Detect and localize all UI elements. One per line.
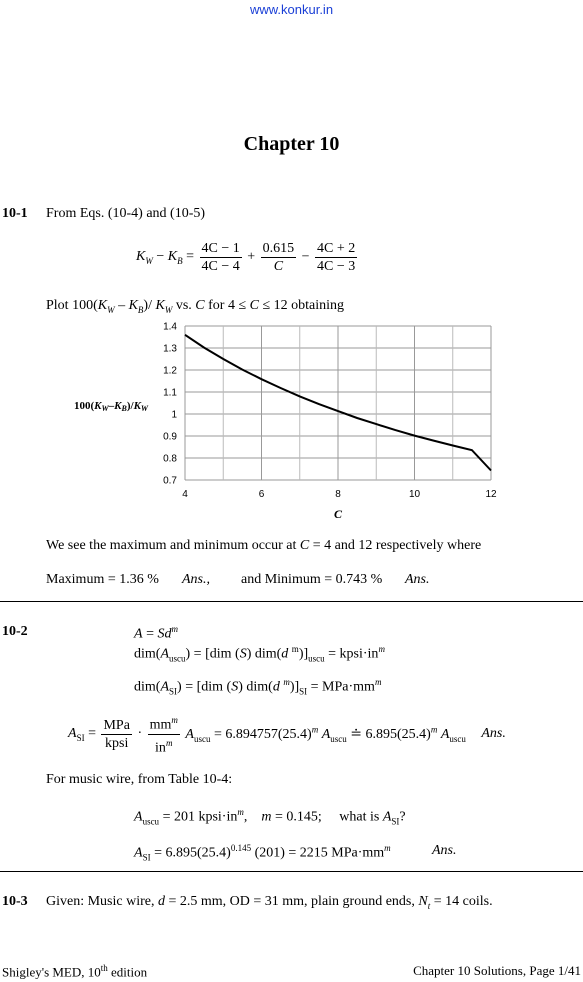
problem-10-3-text: Given: Music wire, d = 2.5 mm, OD = 31 mm, plain ground ends, $N_t = 14$ coils. (46, 894, 493, 911)
fraction-2-denominator: C (273, 259, 284, 274)
conversion-fraction-1 (101, 717, 131, 752)
maximum-value: Maximum = 1.36 % (46, 572, 159, 587)
chart-y-tick-label: 0.9 (163, 431, 177, 443)
equation-a-sdm: $A = Sd^m$ (134, 624, 178, 642)
problem-number-10-3: 10-3 (2, 894, 28, 909)
plot-description: Plot $100(K_W - K_B)/$ $K_W$ vs. C for 4 ≤ C ≤ 12 obtaining (46, 298, 345, 315)
chart-y-tick-label: 1.4 (163, 321, 177, 333)
conversion-answer-label: Ans. (481, 726, 506, 742)
fraction-1 (200, 240, 242, 275)
watermark[interactable]: www.konkur.in (249, 2, 334, 17)
conversion-fraction-2-numerator: $mm^m$ (148, 712, 180, 735)
conversion-fraction-1-denominator: kpsi (105, 735, 129, 751)
footer-right: Chapter 10 Solutions, Page 1/41 (413, 963, 581, 978)
conversion-fraction-1-numerator: MPa (103, 717, 130, 733)
chart-y-tick-label: 0.8 (163, 453, 177, 465)
chart-x-tick-label: 10 (408, 489, 421, 500)
chart-y-tick-label: 1.3 (163, 343, 177, 355)
fraction-3 (315, 240, 357, 275)
divider (0, 601, 583, 602)
conversion-lhs: $A_{SI}$ = (68, 725, 96, 743)
fraction-3-numerator: 4C + 2 (317, 241, 356, 256)
result-equation: $A_{SI} = 6.895(25.4)^{0.145}$ (201) = 2215 $MPa\cdot mm^m$ (134, 843, 391, 863)
conversion-equation: $A_{SI}$ = $\frac{\text{MPa}}{\text{kpsi}}$ · $\frac{mm^m}{in^m}$ $A_{uscu} = 6.894757(25.4)^m$ $A_{uscu}$ ≐ $6.895(25.4)^m$ $A_{uscu}$ Ans. (68, 712, 506, 756)
chart-x-tick-label: 6 (258, 489, 265, 500)
chart-x-tick-label: 12 (485, 489, 497, 500)
dimension-uscu: $dim(A_{uscu}) = [dim$ (S) dim(d $^m)]_{uscu}$ = $kpsi\cdot in^m$ (134, 644, 385, 664)
chart-y-axis-label: 100(KW–KB)/KW (74, 400, 149, 413)
chart-y-tick-label: 0.7 (163, 475, 177, 487)
answer-label-2: Ans. (405, 572, 430, 587)
problem-number-10-2: 10-2 (2, 624, 28, 639)
fraction-2 (261, 240, 297, 275)
equation-kw-kb: $K_W - K_B$ = $\frac{4C - 1}{4C - 4}$ + $\frac{0.615}{C}$ − $\frac{4C + 2}{4C - 3}$ (136, 241, 356, 274)
chart-x-tick-label: 8 (335, 489, 341, 500)
equation-lhs: $K_W - K_B$ = (136, 249, 194, 266)
chart-x-tick-label: 4 (182, 489, 188, 500)
table-reference: For music wire, from Table 10-4: (46, 772, 233, 787)
problem-10-1-intro: From Eqs. (10-4) and (10-5) (46, 206, 206, 221)
fraction-1-numerator: 4C − 1 (201, 241, 240, 256)
given-values: $A_{uscu} = 201$ $kpsi\cdot in^m$, m = 0.145; what is $A_{SI}$? (134, 807, 406, 827)
dimension-si: $dim(A_{SI}) = [dim$ (S) dim(d $^m)]_{SI} = MPa\cdot mm^m$ (134, 677, 382, 697)
chapter-title: Chapter 10 (243, 133, 340, 155)
fraction-3-denominator: 4C − 3 (317, 259, 356, 274)
conversion-rhs: $A_{uscu} = 6.894757(25.4)^m$ $A_{uscu}$ ≐ $6.895(25.4)^m$ $A_{uscu}$ (185, 724, 466, 744)
chart-y-tick-label: 1 (171, 409, 177, 421)
footer-left: Shigley's MED, 10th edition (2, 963, 148, 980)
chart-y-tick-label: 1.2 (163, 365, 177, 377)
divider (0, 871, 583, 872)
chart-x-axis-label: C (333, 507, 343, 521)
problem-10-1-conclusion: We see the maximum and minimum occur at C = 4 and 12 respectively where (46, 538, 482, 553)
result-answer-label: Ans. (432, 843, 457, 858)
chart-y-tick-label: 1.1 (163, 387, 177, 399)
fraction-1-denominator: 4C − 4 (201, 259, 240, 274)
line-chart (64, 318, 504, 524)
conversion-fraction-2 (148, 712, 180, 756)
minimum-value: and Minimum = 0.743 % (241, 572, 383, 587)
conversion-fraction-2-denominator: $in^m$ (155, 737, 173, 756)
problem-number-10-1: 10-1 (2, 206, 28, 221)
fraction-2-numerator: 0.615 (262, 241, 295, 256)
answer-label-1: Ans., (182, 572, 210, 587)
